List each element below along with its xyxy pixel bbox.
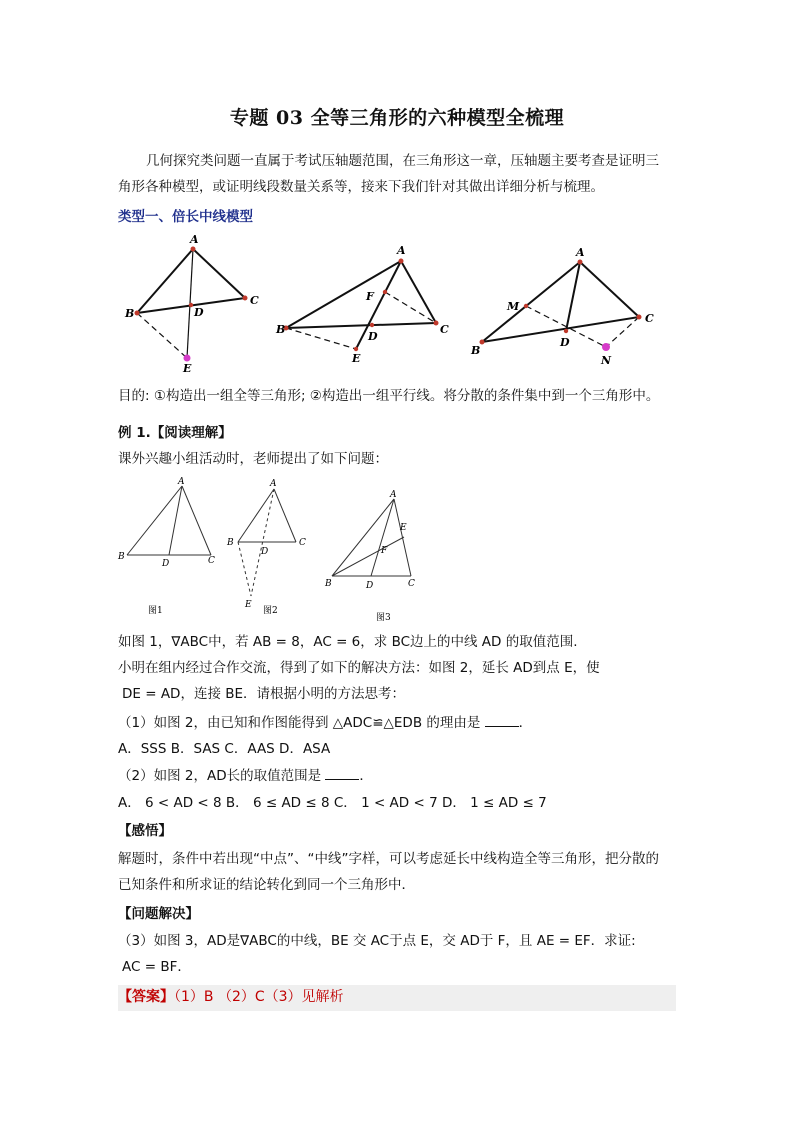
figure-3 [324,490,415,623]
label-C: C [250,294,259,307]
answer-box [118,985,676,1011]
top-figures [110,232,710,382]
page-title: 专题 03 全等三角形的六种模型全梳理 [229,107,565,129]
insight-line-2: 已知条件和所求证的结论转化到同一个三角形中． [118,877,415,893]
label-A: A [178,477,185,487]
answer-blank-1 [485,712,519,727]
intro-line-2: 角形各种模型，或证明线段数量关系等，接来下我们针对其做出详细分析与梳理。 [118,179,604,195]
label-N: N [601,354,612,367]
label-B: B [227,538,234,548]
label-A: A [397,244,406,257]
label-D: D [368,330,378,343]
label-E: E [352,352,361,365]
answer-text: （1）B （2）C（3）见解析 [174,989,344,1005]
figure-caption-1: 图1 [148,606,163,616]
example-label: 例 1.【阅读理解】 [118,425,232,441]
label-F: F [381,546,388,556]
label-C: C [408,579,415,589]
intro-line-1: 几何探究类问题一直属于考试压轴题范围，在三角形这一章，压轴题主要考查是证明三 [146,153,659,169]
figure-caption-3: 图3 [376,613,391,623]
label-A: A [270,479,277,489]
label-D: D [261,547,269,557]
figure-median-3 [470,246,654,367]
label-C: C [299,538,306,548]
question-1-text: （1）如图 2，由已知和作图能得到 △ADC≌△EDB 的理由是 [118,715,481,731]
question-2-options: A． 6 < AD < 8 B． 6 ≤ AD ≤ 8 C． 1 < AD < 7 D． 1 ≤ AD ≤ 7 [118,795,547,811]
label-M: M [507,300,520,313]
label-D: D [194,306,204,319]
question-1: （1）如图 2，由已知和作图能得到 △ADC≌△EDB 的理由是 ． [118,712,532,734]
label-A: A [390,490,397,500]
label-B: B [125,307,135,320]
figure-median-1 [124,233,259,375]
purpose-text: 目的: ①构造出一组全等三角形; ②构造出一组平行线。将分散的条件集中到一个三角形中。 [118,388,660,404]
label-B: B [471,344,481,357]
question-line-3: DE = AD，连接 BE．请根据小明的方法思考： [122,686,406,702]
question-3-line-1: （3）如图 3，AD是∇ABC的中线，BE 交 AC于点 E，交 AD于 F，且 AE = EF．求证: [118,933,636,949]
label-E: E [245,600,252,610]
label-A: A [576,246,585,259]
figure-2 [226,479,306,616]
figure-median-2 [275,244,449,365]
label-A: A [190,233,199,246]
answer-blank-2 [325,765,359,780]
question-2: （2）如图 2，AD长的取值范围是 ． [118,765,373,787]
question-2-text: （2）如图 2，AD长的取值范围是 [118,768,322,784]
label-E: E [400,523,407,533]
label-E: E [183,362,192,375]
question-line-1: 如图 1，∇ABC中，若 AB = 8，AC = 6，求 BC边上的中线 AD 的取值范围. [118,634,578,650]
label-F: F [366,290,374,303]
label-C: C [208,556,215,566]
label-B: B [118,552,125,562]
figure-caption-2: 图2 [263,606,278,616]
insight-heading: 【感悟】 [118,823,172,839]
section-heading: 类型一、倍长中线模型 [118,209,253,225]
question-line-2: 小明在组内经过合作交流，得到了如下的解决方法：如图 2，延长 AD到点 E，使 [118,660,600,676]
example-intro: 课外兴趣小组活动时，老师提出了如下问题： [118,451,388,467]
problem-figures [115,474,425,624]
label-B: B [325,579,332,589]
label-D: D [366,581,374,591]
figure-1 [117,477,215,616]
label-C: C [440,323,449,336]
label-D: D [162,559,170,569]
question-1-options: A．SSS B．SAS C．AAS D．ASA [118,741,331,757]
label-D: D [560,336,570,349]
question-3-line-2: AC = BF． [122,959,191,975]
solve-heading: 【问题解决】 [118,906,199,922]
label-C: C [645,312,654,325]
insight-line-1: 解题时，条件中若出现“中点”、“中线”字样，可以考虑延长中线构造全等三角形，把分散的 [118,851,659,867]
answer-label: 【答案】 [118,989,174,1005]
label-B: B [276,323,286,336]
